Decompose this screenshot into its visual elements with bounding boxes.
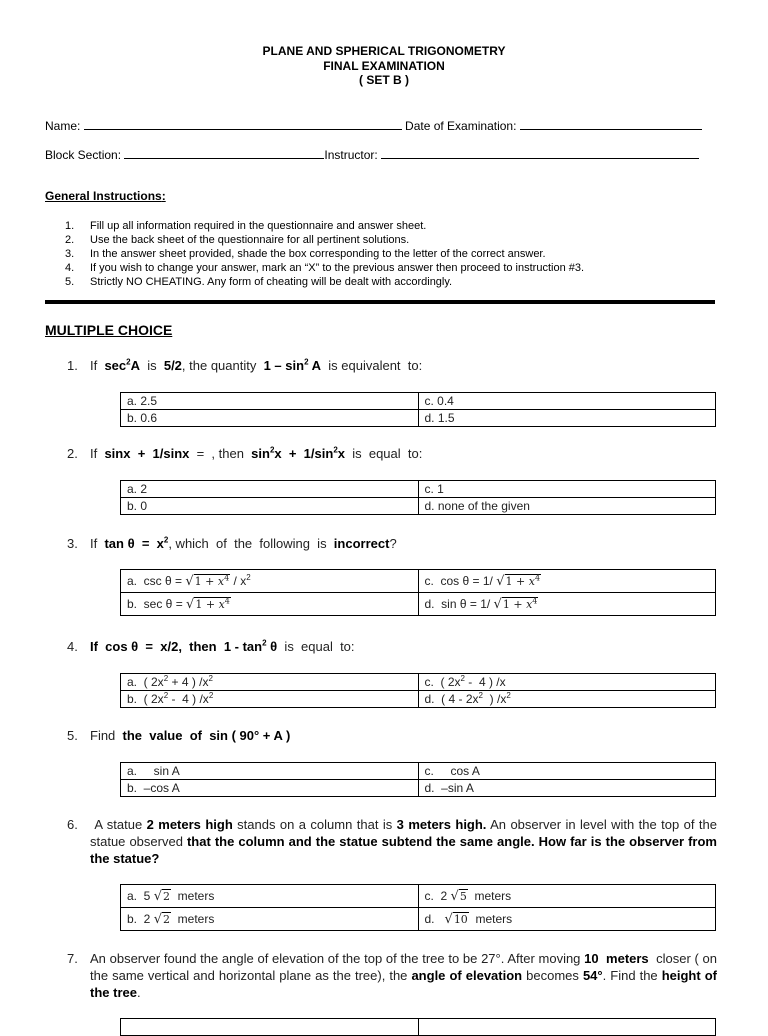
instruction-item: 4. If you wish to change your answer, mark an “X” to the previous answer then proceed to instruction #3. [65, 262, 585, 274]
option-a[interactable]: a. 2 [121, 481, 419, 498]
option-a[interactable]: a. ( $2x^2 + 4$ ) $/x^2$ [121, 674, 419, 691]
block-instructor-row [45, 147, 715, 162]
block-section-field[interactable] [124, 147, 324, 159]
sqrt-expression: $√1 + x^4$ [496, 572, 541, 589]
option-b[interactable]: b. –cos A [121, 780, 419, 797]
instruction-item: 3. In the answer sheet provided, shade the box corresponding to the letter of the correct answer. [65, 248, 546, 260]
instruction-item: 1. Fill up all information required in the questionnaire and answer sheet. [65, 220, 427, 232]
block-section-label: Block Section: [45, 148, 122, 162]
option-c[interactable]: c. cos θ = 1/ $√1 + x^4$ [418, 570, 716, 593]
instructor-field[interactable] [381, 147, 699, 159]
question-1: 1. If $\sec^2A$ is 5/2, the quantity $1 - \sin^2 A$ is equivalent to: [67, 357, 717, 374]
option-d[interactable]: d. sin θ = 1/ $√1 + x^4$ [418, 593, 716, 616]
option-d[interactable]: d. none of the given [418, 498, 716, 515]
question-2: 2. If sinx + 1/sinx = , then $\sin^2x + 1/\sin^2x$ is equal to: [67, 445, 717, 462]
option-c[interactable]: c. 0.4 [418, 393, 716, 410]
option-a[interactable]: a. sin A [121, 763, 419, 780]
question-2-text: If sinx + 1/sinx = , then $\sin^2x + 1/\sin^2x$ is equal to: [90, 445, 423, 461]
option-a[interactable] [121, 1019, 419, 1036]
instruction-item: 2. Use the back sheet of the questionnaire for all pertinent solutions. [65, 234, 410, 246]
option-d[interactable]: d. √10 meters [418, 908, 716, 931]
option-c[interactable]: c. 1 [418, 481, 716, 498]
question-7-options [120, 1018, 716, 1036]
option-b[interactable]: b. 2 √2 meters [121, 908, 419, 931]
sqrt-expression: √2 [153, 911, 170, 927]
question-6-text: A statue 2 meters high stands on a column that is 3 meters high. An observer in level with the top of the statue observed that the column and the statue subtend the same angle. How far is the observer from the statue? [90, 817, 717, 866]
option-a[interactable]: a. $\csc \theta = √1 + x^4 / x^2$ [121, 570, 419, 593]
question-4: 4. If cos θ = x/2, then $1 - \tan^2 \theta$ is equal to: [67, 638, 717, 655]
sqrt-expression: √5 [450, 888, 467, 904]
option-c[interactable]: c. 2 √5 meters [418, 885, 716, 908]
name-label: Name: [45, 119, 81, 133]
question-3-text: If $\tan \theta = x^2$, which of the following is incorrect? [90, 535, 397, 551]
option-c[interactable]: c. ( $2x^2 - 4$ ) /x [418, 674, 716, 691]
exam-course-title: PLANE AND SPHERICAL TRIGONOMETRY [262, 44, 506, 58]
option-a[interactable]: a. 5 √2 meters [121, 885, 419, 908]
option-d[interactable]: d. ( $4 - 2x^2$ ) $/x^2$ [418, 691, 716, 708]
question-1-options [120, 392, 716, 427]
section-title: MULTIPLE CHOICE [45, 322, 173, 338]
sqrt-expression: √2 [153, 888, 170, 904]
name-field[interactable] [84, 118, 402, 130]
question-3-options [120, 569, 716, 616]
option-b[interactable]: b. 0.6 [121, 410, 419, 427]
option-b[interactable]: b. ( $2x^2 - 4$ ) $/x^2$ [121, 691, 419, 708]
instructor-label: Instructor: [324, 148, 378, 162]
option-c[interactable] [418, 1019, 716, 1036]
date-field[interactable] [520, 118, 702, 130]
question-7: 7. An observer found the angle of elevation of the top of the tree to be 27°. After moving 10 meters closer ( on the same vertical and horizontal plane as the tree), the angle of elevation becomes 54°. Find the height of the tree. [67, 951, 717, 1000]
section-divider [45, 300, 715, 304]
date-label: Date of Examination: [405, 119, 517, 133]
instructions-title: General Instructions: [45, 189, 166, 203]
option-b[interactable]: b. $\sec \theta = √1 + x^4$ [121, 593, 419, 616]
exam-set-label: ( SET B ) [359, 73, 409, 87]
question-5-text: Find the value of sin ( 90° + A ) [90, 728, 291, 743]
question-1-text: If $\sec^2A$ is 5/2, the quantity $1 - \sin^2 A$ is equivalent to: [90, 357, 423, 373]
option-a[interactable]: a. 2.5 [121, 393, 419, 410]
sqrt-expression: $√1 + x^4$ [186, 595, 230, 612]
instructions-list [65, 219, 584, 289]
sqrt-expression: √10 [444, 911, 468, 927]
question-7-text: An observer found the angle of elevation of the top of the tree to be 27°. After moving 10 meters closer ( on the same vertical and horizontal plane as the tree), the angle of elevation becomes 54°. Find the height of the tree. [90, 951, 717, 1000]
option-b[interactable]: b. 0 [121, 498, 419, 515]
question-6-options [120, 884, 716, 931]
option-d[interactable]: d. 1.5 [418, 410, 716, 427]
question-4-options [120, 673, 716, 708]
question-6: 6. A statue 2 meters high stands on a column that is 3 meters high. An observer in level with the top of the statue observed that the column and the statue subtend the same angle. How far is the observer from the statue? [67, 817, 717, 866]
question-2-options [120, 480, 716, 515]
sqrt-expression: $√1 + x^4$ [493, 595, 538, 612]
name-date-row [45, 118, 715, 133]
option-d[interactable]: d. –sin A [418, 780, 716, 797]
question-3: 3. If $\tan \theta = x^2$, which of the following is incorrect? [67, 535, 717, 552]
exam-type-title: FINAL EXAMINATION [323, 59, 445, 73]
question-5-options [120, 762, 716, 797]
option-c[interactable]: c. cos A [418, 763, 716, 780]
instruction-item: 5. Strictly NO CHEATING. Any form of cheating will be dealt with accordingly. [65, 276, 453, 288]
sqrt-expression: $√1 + x^4$ [185, 572, 230, 589]
question-5: 5. Find the value of sin ( 90° + A ) [67, 727, 717, 744]
question-4-text: If cos θ = x/2, then $1 - \tan^2 \theta$ is equal to: [90, 638, 355, 654]
